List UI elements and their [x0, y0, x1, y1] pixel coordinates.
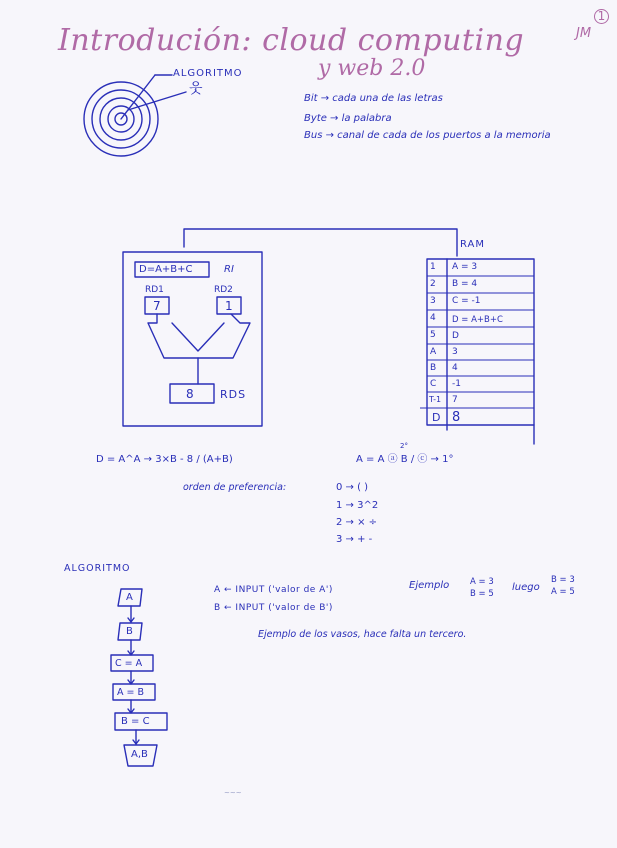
flow-arrowhead [128, 709, 134, 713]
algorithm-title: ALGORITMO [64, 563, 131, 574]
ram-row [452, 410, 460, 425]
bus-line [184, 229, 457, 256]
page-number: 1 [594, 9, 609, 24]
instruction-text: D=A+B+C [139, 264, 193, 275]
result-value: 8 [186, 387, 194, 401]
ram-row [430, 330, 436, 340]
example-before-b: B = 5 [470, 589, 494, 599]
ram-value: 8 [452, 410, 461, 425]
ram-row [430, 363, 436, 373]
ram-row [430, 262, 436, 272]
page-title: Introdución: cloud computing [58, 23, 525, 58]
ri-label: RI [224, 264, 234, 275]
flow-step-label: B [126, 626, 133, 637]
algorithm-note: Ejemplo de los vasos, hace falta un tercero. [258, 629, 467, 640]
ram-row [452, 363, 458, 373]
ram-addr: 3 [430, 296, 436, 306]
ram-value: 4 [452, 363, 458, 373]
definition-bit: Bit → cada una de las letras [304, 93, 443, 104]
ram-title: RAM [460, 239, 486, 250]
page-subtitle: y web 2.0 [318, 56, 426, 81]
flow-step-label: B = C [121, 716, 150, 727]
rd2-value: 1 [225, 299, 233, 313]
ram-row [452, 331, 459, 341]
ram-value: B = 4 [452, 279, 478, 289]
flow-step-label: C = A [115, 658, 143, 669]
alu-shape [148, 314, 250, 358]
ram-row [430, 379, 436, 389]
ram-row [452, 395, 458, 405]
footer-mark: ~~~ [224, 789, 242, 797]
ram-row [430, 296, 436, 306]
ram-value: 7 [452, 395, 458, 405]
example-after-b: A = 5 [551, 587, 575, 597]
ram-addr: 1 [430, 262, 436, 272]
priority-item: 2 → × ÷ [336, 517, 378, 528]
algorithm-input-b: B ← INPUT ('valor de B') [214, 603, 333, 613]
ram-addr: A [430, 347, 437, 357]
ram-value: D [452, 331, 459, 341]
example-label: Ejemplo [409, 580, 450, 591]
example-before-a: A = 3 [470, 577, 494, 587]
ram-row [452, 347, 458, 357]
ram-row [432, 411, 440, 424]
priority-item: 1 → 3^2 [336, 500, 379, 511]
ram-addr: 2 [430, 279, 436, 289]
ram-addr: C [430, 379, 437, 389]
flow-step-label: A [126, 592, 133, 603]
ram-row [452, 315, 503, 325]
rds-label: RDS [220, 388, 247, 401]
flow-arrowhead [128, 651, 134, 655]
ram-value: A = 3 [452, 262, 478, 272]
ram-row [430, 347, 436, 357]
flow-arrowhead [128, 618, 134, 622]
definition-byte: Byte → la palabra [304, 113, 392, 124]
flow-step-label: A = B [117, 687, 145, 698]
corner-mark: JM [576, 26, 592, 41]
ram-row [452, 379, 461, 389]
ram-addr: B [430, 363, 437, 373]
rd2-label: RD2 [214, 285, 233, 295]
ram-value: D = A+B+C [452, 315, 503, 325]
rd1-label: RD1 [145, 285, 164, 295]
priority-item: 3 → + - [336, 534, 373, 545]
ram-value: 3 [452, 347, 458, 357]
ram-row [452, 262, 477, 272]
ram-value: C = -1 [452, 296, 481, 306]
algorithm-input-a: A ← INPUT ('valor de A') [214, 585, 333, 595]
formula-expression-2: A = A ⓐ B / ⓒ → 1° [356, 454, 454, 465]
ram-row [452, 279, 477, 289]
ram-addr: T-1 [429, 395, 442, 404]
rd1-value: 7 [153, 299, 161, 313]
ram-row [430, 313, 436, 323]
definition-bus: Bus → canal de cada de los puertos a la memoria [304, 130, 551, 141]
flow-arrowhead [128, 680, 134, 684]
person-icon: 웃 [189, 81, 203, 97]
priority-label: orden de preferencia: [183, 482, 287, 493]
ram-addr: 4 [430, 313, 436, 323]
alu-notch [172, 323, 224, 351]
ram-row [452, 296, 481, 306]
example-after-a: B = 3 [551, 575, 575, 585]
flow-step-label: A,B [131, 749, 148, 760]
ram-addr: D [432, 411, 441, 424]
priority-item: 0 → ( ) [336, 482, 369, 493]
formula-expression: D = A^A → 3×B - 8 / (A+B) [96, 454, 233, 465]
ram-row [430, 279, 436, 289]
ram-addr: 5 [430, 330, 436, 340]
target-label: ALGORITMO [173, 68, 243, 79]
ram-row [429, 395, 441, 404]
formula-superscript: 2° [400, 442, 408, 450]
example-luego: luego [512, 582, 540, 593]
spiral-rings [84, 75, 186, 156]
flow-arrowhead [133, 740, 139, 744]
ram-value: -1 [452, 379, 461, 389]
